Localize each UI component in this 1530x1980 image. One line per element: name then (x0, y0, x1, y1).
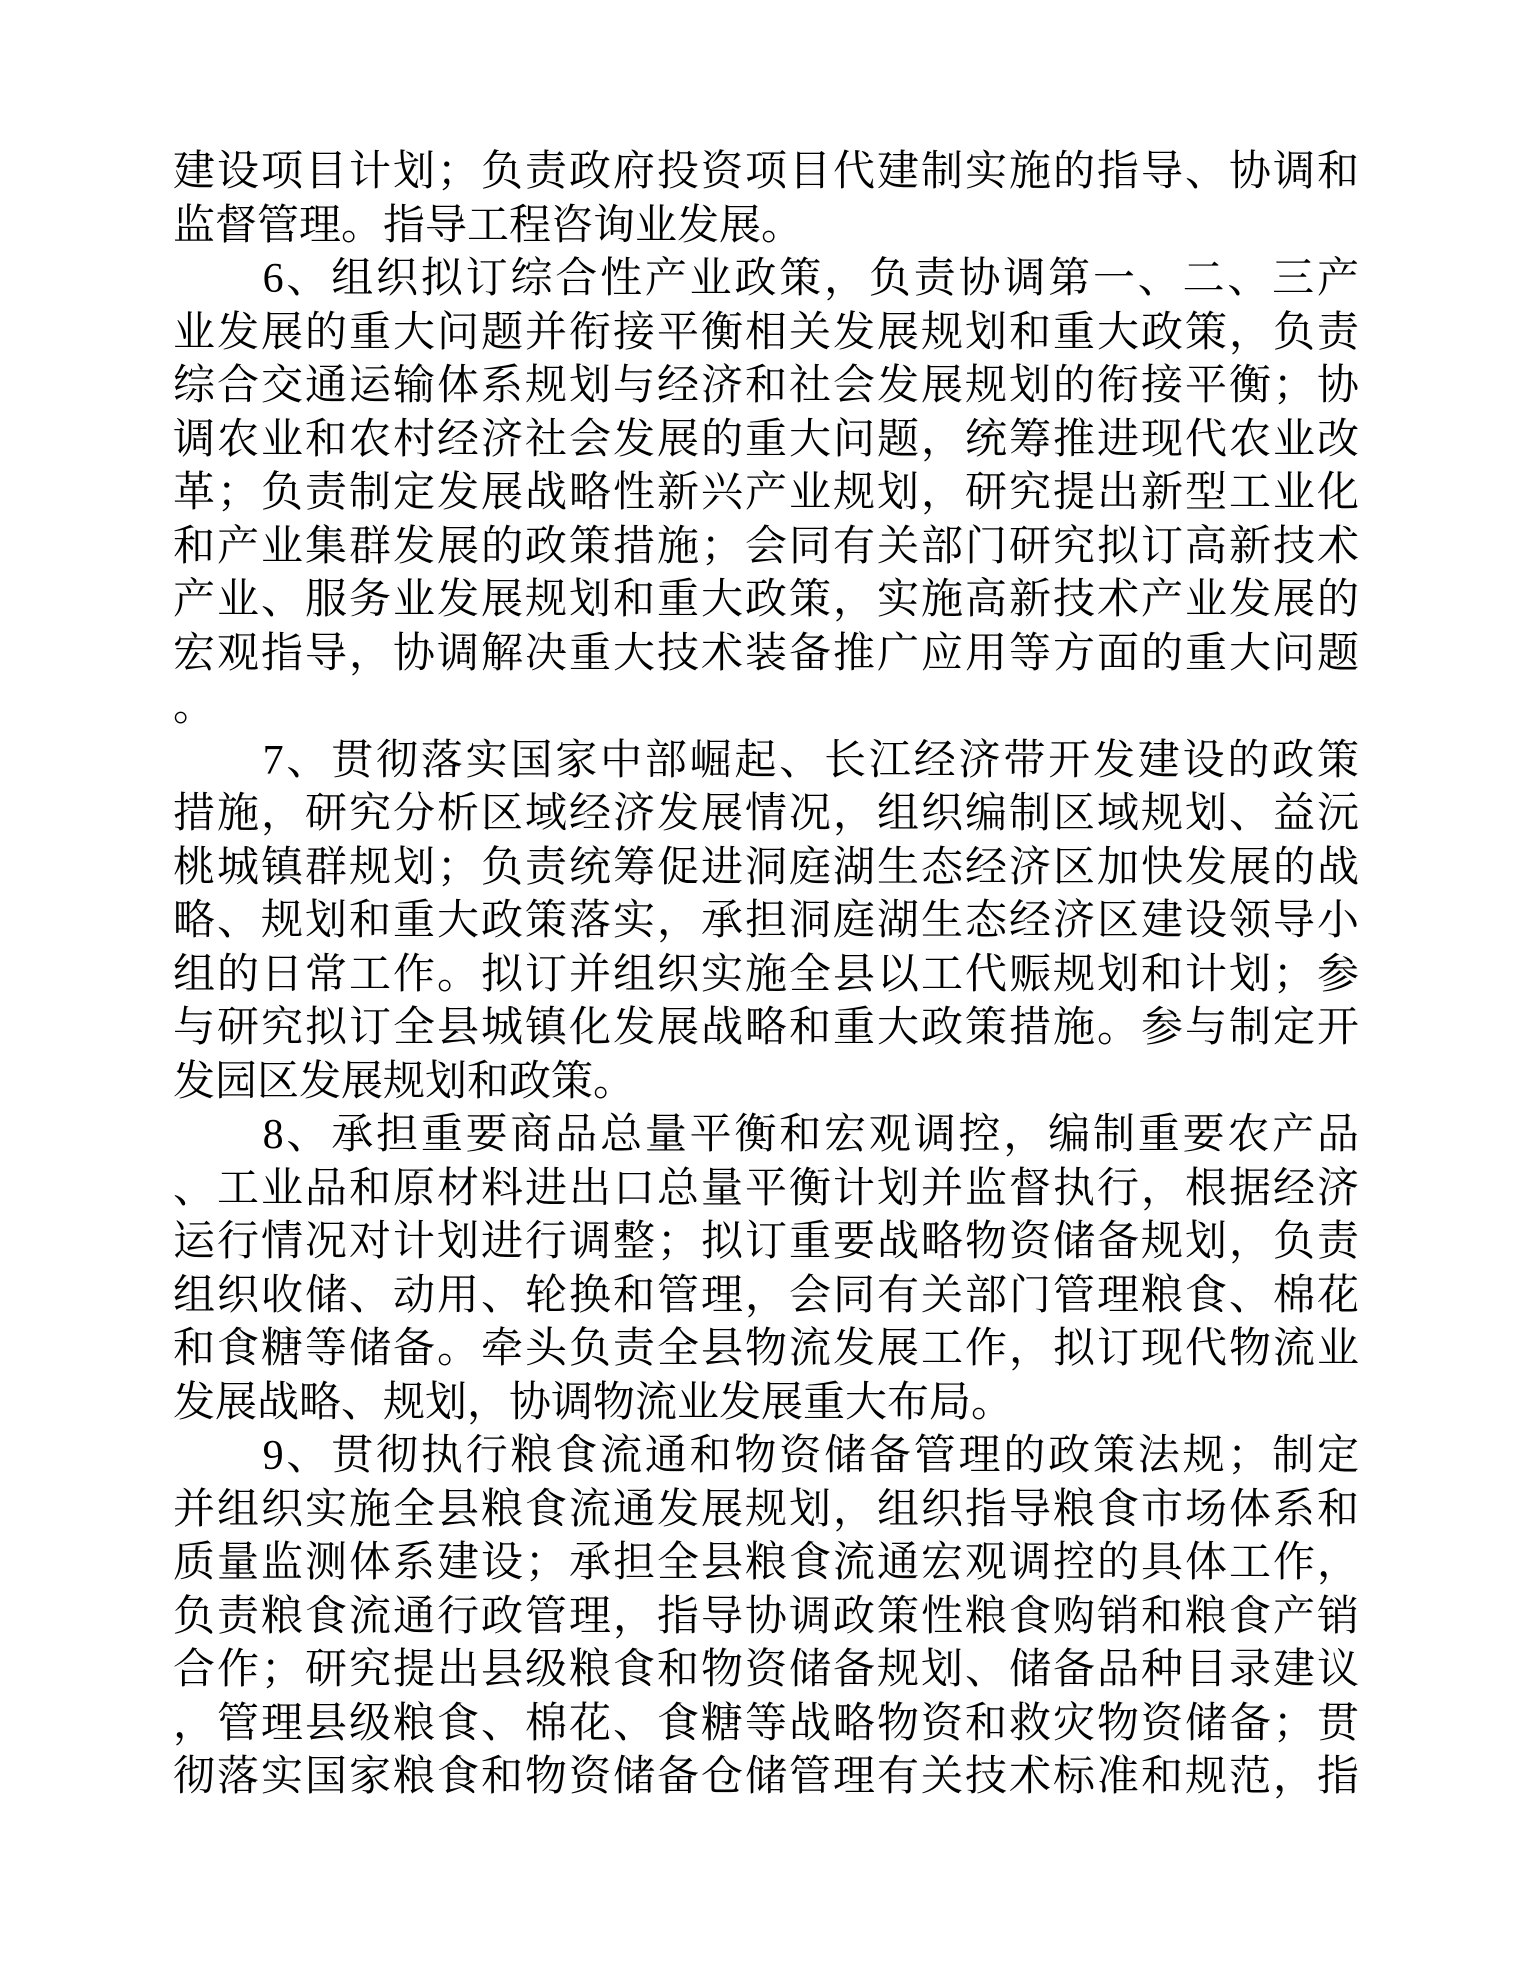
text-block (173, 146, 1359, 1805)
text-line: 和食糖等储备。牵头负责全县物流发展工作，拟订现代物流业 (173, 1326, 1359, 1372)
text-line: 8、承担重要商品总量平衡和宏观调控，编制重要农产品 (173, 1112, 1359, 1158)
text-line: 与研究拟订全县城镇化发展战略和重大政策措施。参与制定开 (173, 1005, 1359, 1051)
text-line: 调农业和农村经济社会发展的重大问题，统筹推进现代农业改 (173, 416, 1359, 463)
text-line: 综合交通运输体系规划与经济和社会发展规划的衔接平衡；协 (173, 363, 1359, 409)
text-line: 。 (173, 684, 216, 730)
text-line: 建设项目计划；负责政府投资项目代建制实施的指导、协调和 (173, 149, 1359, 195)
text-line: ，管理县级粮食、棉花、食糖等战略物资和救灾物资储备；贯 (173, 1700, 1359, 1747)
text-line: 宏观指导，协调解决重大技术装备推广应用等方面的重大问题 (173, 630, 1359, 677)
text-line: 业发展的重大问题并衔接平衡相关发展规划和重大政策，负责 (173, 309, 1359, 356)
text-line: 合作；研究提出县级粮食和物资储备规划、储备品种目录建议 (173, 1647, 1359, 1693)
text-line: 组织收储、动用、轮换和管理，会同有关部门管理粮食、棉花 (173, 1272, 1359, 1319)
text-line: 负责粮食流通行政管理，指导协调政策性粮食购销和粮食产销 (173, 1593, 1359, 1640)
text-line: 6、组织拟订综合性产业政策，负责协调第一、二、三产 (173, 256, 1359, 302)
text-line: 桃城镇群规划；负责统筹促进洞庭湖生态经济区加快发展的战 (173, 844, 1359, 891)
text-line: 和产业集群发展的政策措施；会同有关部门研究拟订高新技术 (173, 523, 1359, 570)
text-line: 9、贯彻执行粮食流通和物资储备管理的政策法规；制定 (173, 1433, 1359, 1479)
text-line: 并组织实施全县粮食流通发展规划，组织指导粮食市场体系和 (173, 1486, 1359, 1533)
text-line: 监督管理。指导工程咨询业发展。 (173, 202, 804, 249)
text-line: 7、贯彻落实国家中部崛起、长江经济带开发建设的政策 (173, 737, 1359, 784)
text-line: 革；负责制定发展战略性新兴产业规划，研究提出新型工业化 (173, 470, 1359, 516)
text-line: 质量监测体系建设；承担全县粮食流通宏观调控的具体工作， (173, 1540, 1359, 1586)
text-line: 组的日常工作。拟订并组织实施全县以工代赈规划和计划；参 (173, 951, 1359, 998)
text-line: 略、规划和重大政策落实，承担洞庭湖生态经济区建设领导小 (173, 898, 1359, 944)
text-line: 产业、服务业发展规划和重大政策，实施高新技术产业发展的 (173, 577, 1359, 623)
text-line: 发展战略、规划，协调物流业发展重大布局。 (173, 1379, 1014, 1426)
text-line: 措施，研究分析区域经济发展情况，组织编制区域规划、益沅 (173, 791, 1359, 837)
text-line: 、工业品和原材料进出口总量平衡计划并监督执行，根据经济 (173, 1165, 1359, 1212)
text-line: 彻落实国家粮食和物资储备仓储管理有关技术标准和规范，指 (173, 1754, 1359, 1800)
text-line: 运行情况对计划进行调整；拟订重要战略物资储备规划，负责 (173, 1219, 1359, 1265)
text-line: 发园区发展规划和政策。 (173, 1058, 636, 1105)
